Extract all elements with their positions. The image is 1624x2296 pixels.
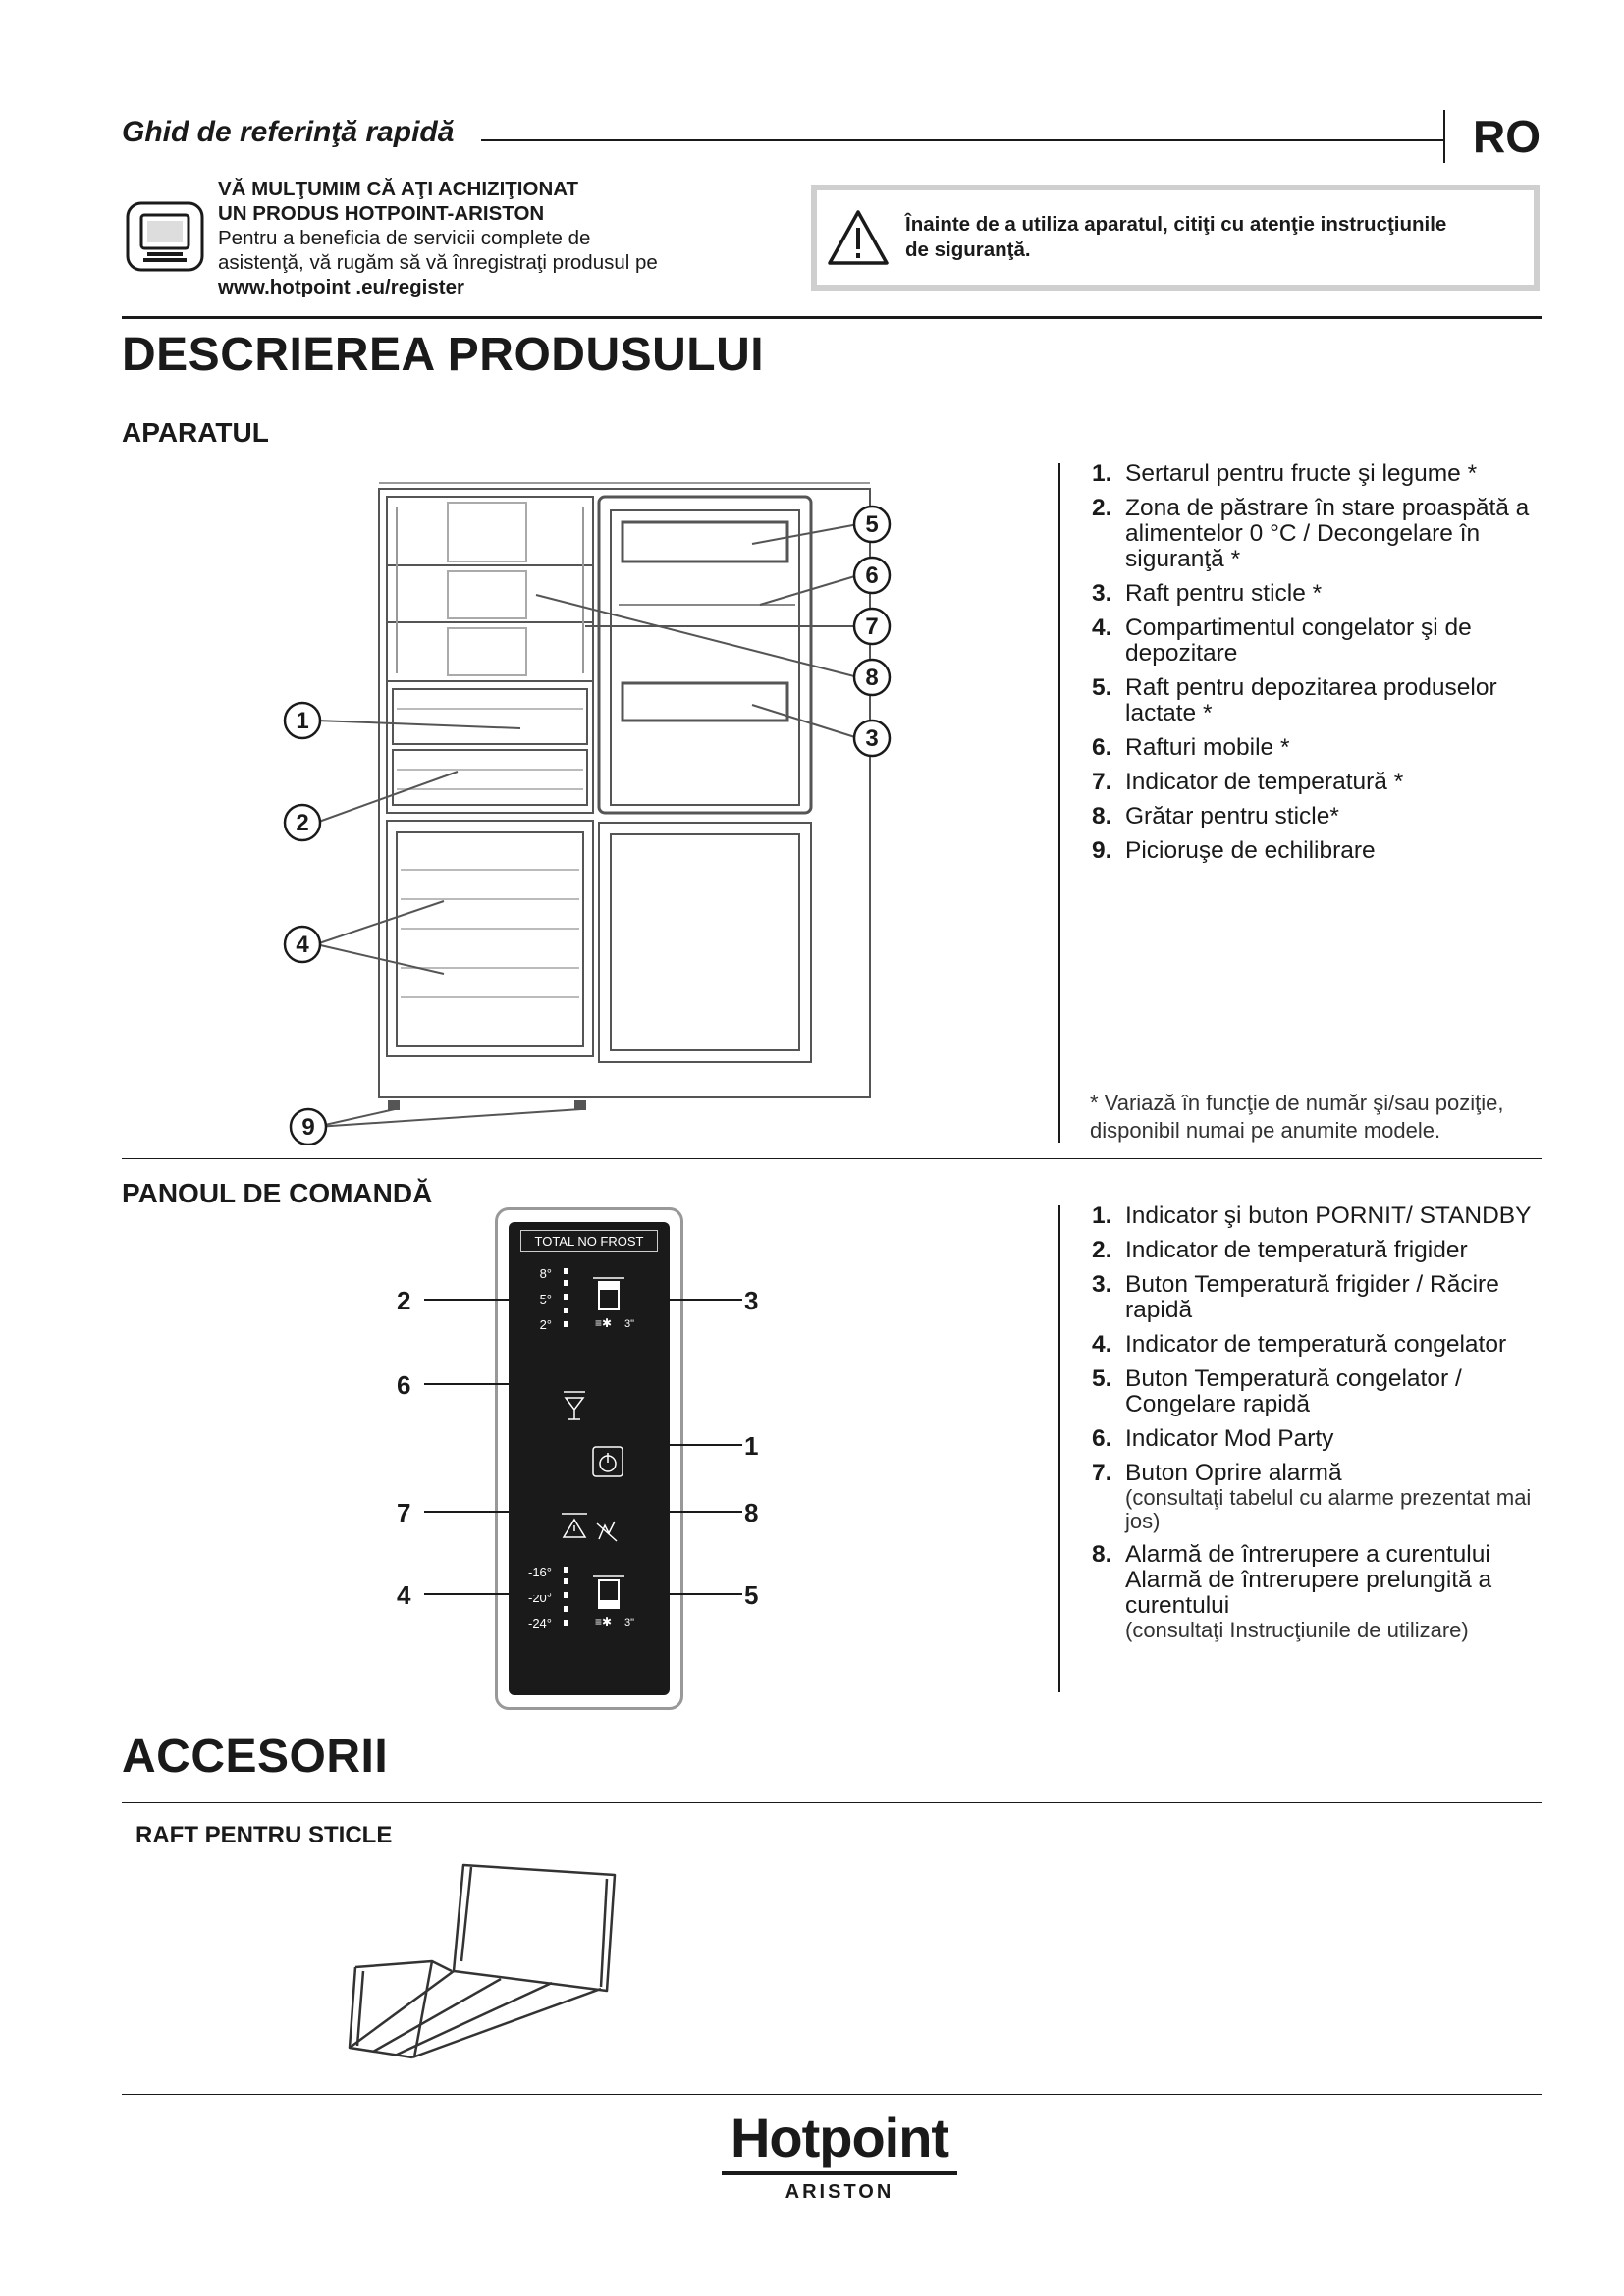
logo-divider: [722, 2171, 957, 2175]
freezer-temp-indicator: [528, 1565, 568, 1630]
warning-line2: de siguranţă.: [905, 239, 1031, 261]
total-no-frost-badge: TOTAL NO FROST: [520, 1230, 658, 1252]
fridge-temp-button[interactable]: [593, 1278, 634, 1330]
callout-7: [854, 609, 890, 644]
svg-text:9: 9: [301, 1114, 315, 1141]
list-item: 9. Picioruşe de echilibrare: [1092, 837, 1376, 864]
control-panel-controls: [393, 1256, 785, 1649]
list-item: 4. Indicator de temperatură congelator: [1092, 1331, 1507, 1358]
party-mode-indicator: [564, 1392, 585, 1419]
list-item: 6. Rafturi mobile *: [1092, 734, 1290, 761]
svg-text:3": 3": [624, 1318, 635, 1330]
callout-4: [285, 927, 320, 962]
panel-callout-6: 6: [397, 1370, 411, 1400]
section-rule: [122, 1158, 1542, 1159]
header-divider: [1443, 110, 1445, 163]
svg-text:2: 2: [296, 810, 309, 836]
callout-1: [285, 703, 320, 738]
appliance-parts-list: [1092, 461, 1553, 873]
panel-callout-8: 8: [744, 1498, 759, 1527]
thanks-text: [218, 177, 729, 299]
panel-list-divider: [1058, 1205, 1060, 1692]
svg-text:5°: 5°: [539, 1292, 552, 1307]
list-item: 7. Buton Oprire alarmă (consultaţi tabelul cu alarme prezentat mai jos): [1092, 1460, 1532, 1533]
language-code: RO: [1473, 111, 1541, 162]
appliance-title: APARATUL: [122, 417, 269, 448]
list-item: 2. Zona de păstrare în stare proaspătă a alimentelor 0 °C / Decongelare în siguranţă *: [1092, 495, 1530, 572]
callout-5: [854, 507, 890, 542]
panel-callout-7: 7: [397, 1498, 411, 1527]
brand-subname: ARISTON: [785, 2181, 894, 2203]
panel-callout-5: 5: [744, 1580, 759, 1610]
list-item: 1. Sertarul pentru fructe şi legume *: [1092, 460, 1478, 487]
list-item: 5. Raft pentru depozitarea produselor lactate *: [1092, 674, 1497, 726]
panel-callout-1: 1: [744, 1431, 759, 1461]
appliance-list-divider: [1058, 463, 1060, 1143]
svg-text:-24°: -24°: [528, 1616, 552, 1630]
fridge-diagram: [275, 477, 923, 1145]
control-panel-title: PANOUL DE COMANDĂ: [122, 1178, 433, 1208]
warning-text: [905, 212, 1446, 263]
warning-triangle-icon: [827, 208, 890, 267]
svg-text:4: 4: [296, 932, 309, 958]
list-item: 7. Indicator de temperatură *: [1092, 769, 1404, 795]
svg-text:3: 3: [865, 725, 879, 752]
svg-text:6: 6: [865, 562, 879, 589]
svg-text:-20°: -20°: [528, 1590, 552, 1605]
callout-8: [854, 660, 890, 695]
list-item: 4. Compartimentul congelator şi de depozitare: [1092, 614, 1472, 667]
svg-text:2°: 2°: [539, 1317, 552, 1332]
svg-text:3": 3": [624, 1617, 635, 1629]
thanks-line1: VĂ MULŢUMIM CĂ AŢI ACHIZIŢIONAT: [218, 178, 579, 200]
product-description-title: DESCRIEREA PRODUSULUI: [122, 329, 765, 381]
accessories-title: ACCESORII: [122, 1731, 389, 1783]
list-item: 6. Indicator Mod Party: [1092, 1425, 1334, 1452]
footnote-line1: * Variază în funcţie de număr şi/sau poziţie,: [1090, 1091, 1504, 1115]
monitor-icon: [126, 201, 204, 272]
svg-text:-16°: -16°: [528, 1565, 552, 1579]
freezer-temp-button[interactable]: [593, 1576, 634, 1629]
list-item: 3. Buton Temperatură frigider / Răcire rapidă: [1092, 1271, 1499, 1323]
thanks-line2: UN PRODUS HOTPOINT-ARISTON: [218, 202, 545, 225]
register-link[interactable]: www.hotpoint .eu/register: [218, 276, 464, 298]
list-item: 3. Raft pentru sticle *: [1092, 580, 1323, 607]
guide-title: Ghid de referinţă rapidă: [122, 116, 455, 148]
footer-rule: [122, 2094, 1542, 2095]
callout-9: [291, 1109, 326, 1145]
list-item: 1. Indicator şi buton PORNIT/ STANDBY: [1092, 1202, 1532, 1229]
svg-text:≡✱: ≡✱: [595, 1615, 613, 1629]
list-item: 8. Alarmă de întrerupere a curentului Alarmă de întrerupere prelungită a curentului (consultaţi Instrucţiunile de utilizare): [1092, 1541, 1492, 1642]
top-rule: [122, 316, 1542, 319]
thanks-line4: asistenţă, vă rugăm să vă înregistraţi produsul pe: [218, 251, 658, 274]
accessories-rule: [122, 1802, 1542, 1803]
warning-line1: Înainte de a utiliza aparatul, citiţi cu atenţie instrucţiunile: [905, 213, 1447, 236]
list-item: 8. Grătar pentru sticle*: [1092, 803, 1339, 829]
callout-2: [285, 805, 320, 840]
panel-callout-4: 4: [397, 1580, 411, 1610]
brand-logo: [687, 2109, 992, 2204]
footnote-line2: disponibil numai pe anumite modele.: [1090, 1118, 1441, 1143]
panel-callout-3: 3: [744, 1286, 759, 1315]
power-failure-alarm-icon: [597, 1522, 617, 1541]
svg-text:1: 1: [296, 708, 309, 734]
list-item: 2. Indicator de temperatură frigider: [1092, 1237, 1468, 1263]
bottle-rack-title: RAFT PENTRU STICLE: [135, 1822, 393, 1848]
svg-text:8°: 8°: [539, 1266, 552, 1281]
svg-text:≡✱: ≡✱: [595, 1316, 613, 1330]
appliance-footnote: [1090, 1090, 1503, 1145]
panel-callout-2: 2: [397, 1286, 411, 1315]
bottle-rack-illustration: [334, 1853, 628, 2089]
svg-text:5: 5: [865, 511, 879, 538]
callout-3: [854, 721, 890, 756]
callout-6: [854, 558, 890, 593]
safety-warning-box: [811, 185, 1540, 291]
alarm-stop-button[interactable]: [562, 1514, 587, 1537]
svg-text:8: 8: [865, 665, 879, 691]
control-panel-list: [1092, 1203, 1553, 1651]
thanks-line3: Pentru a beneficia de servicii complete de: [218, 227, 591, 249]
header-rule: [481, 139, 1443, 141]
brand-name: Hotpoint: [730, 2107, 949, 2168]
power-standby-button[interactable]: [593, 1447, 623, 1476]
svg-text:7: 7: [865, 614, 879, 640]
list-item: 5. Buton Temperatură congelator / Congelare rapidă: [1092, 1365, 1462, 1417]
